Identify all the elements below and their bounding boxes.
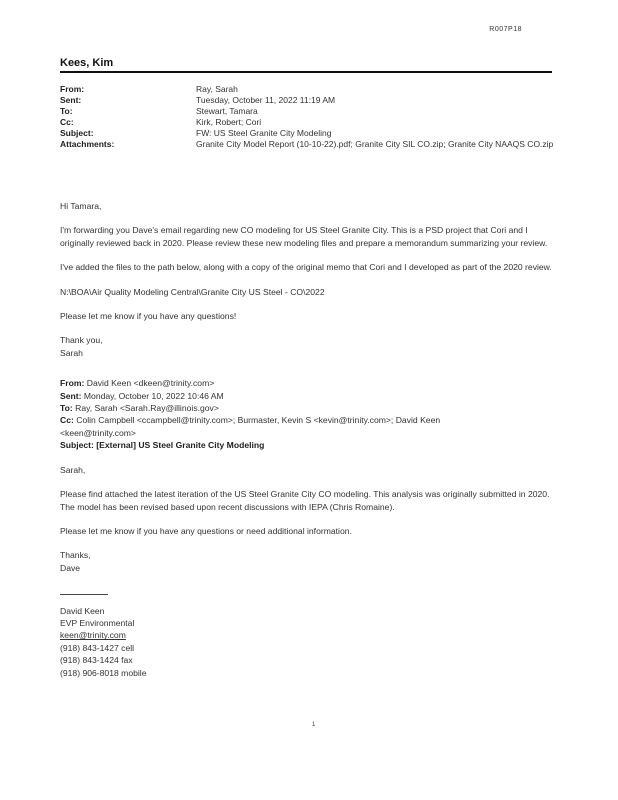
sender-name: Kees, Kim	[60, 57, 114, 69]
forward-to-label: To:	[60, 403, 73, 414]
header-label: Attachments:	[60, 139, 115, 149]
forward-subject-value: [External] US Steel Granite City Modeling	[96, 440, 265, 451]
header-row-from	[60, 84, 560, 95]
forward-cc-cont: <keen@trinity.com>	[60, 427, 136, 438]
attachments-list[interactable]: Granite City Model Report (10-10-22).pdf; Granite City SIL CO.zip; Granite City NAAQS CO.zip	[196, 139, 554, 149]
forward-subject-label: Subject:	[60, 440, 94, 451]
signature-divider	[60, 594, 108, 595]
paragraph: I've added the files to the path below, along with a copy of the original memo that Cori and I developed as part of the 2020 review.	[60, 262, 552, 273]
header-value: FW: US Steel Granite City Modeling	[196, 128, 332, 138]
forward-greeting: Sarah,	[60, 464, 86, 475]
greeting: Hi Tamara,	[60, 201, 102, 211]
signature-phone: (918) 843-1427 cell	[60, 642, 135, 653]
header-label: From:	[60, 84, 85, 94]
closing-name: Sarah	[60, 347, 83, 358]
header-value: Kirk, Robert; Cori	[196, 117, 262, 127]
email-header	[60, 84, 560, 150]
forward-sent	[60, 390, 560, 402]
signature-phone: (918) 843-1424 fax	[60, 655, 133, 666]
file-path: N:\BOA\Air Quality Modeling Central\Granite City US Steel - CO\2022	[60, 286, 325, 297]
forward-from	[60, 377, 560, 389]
forward-cc-label: Cc:	[60, 415, 74, 426]
closing: Thank you,	[60, 335, 103, 346]
page-number: 1	[312, 722, 316, 728]
forward-paragraph: Please let me know if you have any questions or need additional information.	[60, 525, 352, 536]
signature-phone: (918) 906-8018 mobile	[60, 667, 147, 678]
forward-paragraph: Please find attached the latest iteration of the US Steel Granite City CO modeling. This analysis was originally submitted in 2020. The model has been revised based upon recent discussions with IEPA (Chris Romaine).	[60, 489, 550, 512]
header-rule	[60, 71, 552, 73]
forward-closing: Thanks,	[60, 550, 91, 561]
header-row-to	[60, 106, 560, 117]
forward-closing-name: Dave	[60, 562, 81, 573]
forward-subject	[60, 439, 560, 451]
header-label: To:	[60, 106, 73, 116]
forward-from-value: David Keen <dkeen@trinity.com>	[86, 378, 215, 389]
header-label: Cc:	[60, 117, 74, 127]
bates-number: R007P18	[489, 26, 522, 33]
header-row-cc	[60, 117, 560, 128]
header-row-sent	[60, 95, 560, 106]
header-value: Ray, Sarah	[196, 84, 238, 94]
forward-to	[60, 402, 560, 414]
header-value: Tuesday, October 11, 2022 11:19 AM	[196, 95, 336, 105]
forward-from-label: From:	[60, 378, 85, 389]
forward-sent-value: Monday, October 10, 2022 10:46 AM	[83, 390, 224, 401]
forward-to-value: Ray, Sarah <Sarah.Ray@illinois.gov>	[75, 403, 219, 414]
signature-name: David Keen	[60, 605, 105, 616]
forward-cc	[60, 414, 560, 426]
signature-email-link[interactable]: keen@trinity.com	[60, 630, 126, 641]
paragraph: Please let me know if you have any questions!	[60, 311, 237, 322]
header-label: Sent:	[60, 95, 82, 105]
signature-title: EVP Environmental	[60, 617, 135, 628]
forward-cc-value: Colin Campbell <ccampbell@trinity.com>; Burmaster, Kevin S <kevin@trinity.com>; David Keen	[76, 415, 441, 426]
header-label: Subject:	[60, 128, 94, 138]
forward-sent-label: Sent:	[60, 390, 82, 401]
header-value: Stewart, Tamara	[196, 106, 258, 116]
header-row-subject	[60, 128, 560, 139]
header-row-attachments	[60, 139, 560, 150]
paragraph: I'm forwarding you Dave's email regarding new CO modeling for US Steel Granite City. This is a PSD project that Cori and I originally reviewed back in 2020. Please review these new modeling files and prepare a memorandum summarizing your review.	[60, 225, 548, 248]
email-body	[60, 200, 560, 679]
